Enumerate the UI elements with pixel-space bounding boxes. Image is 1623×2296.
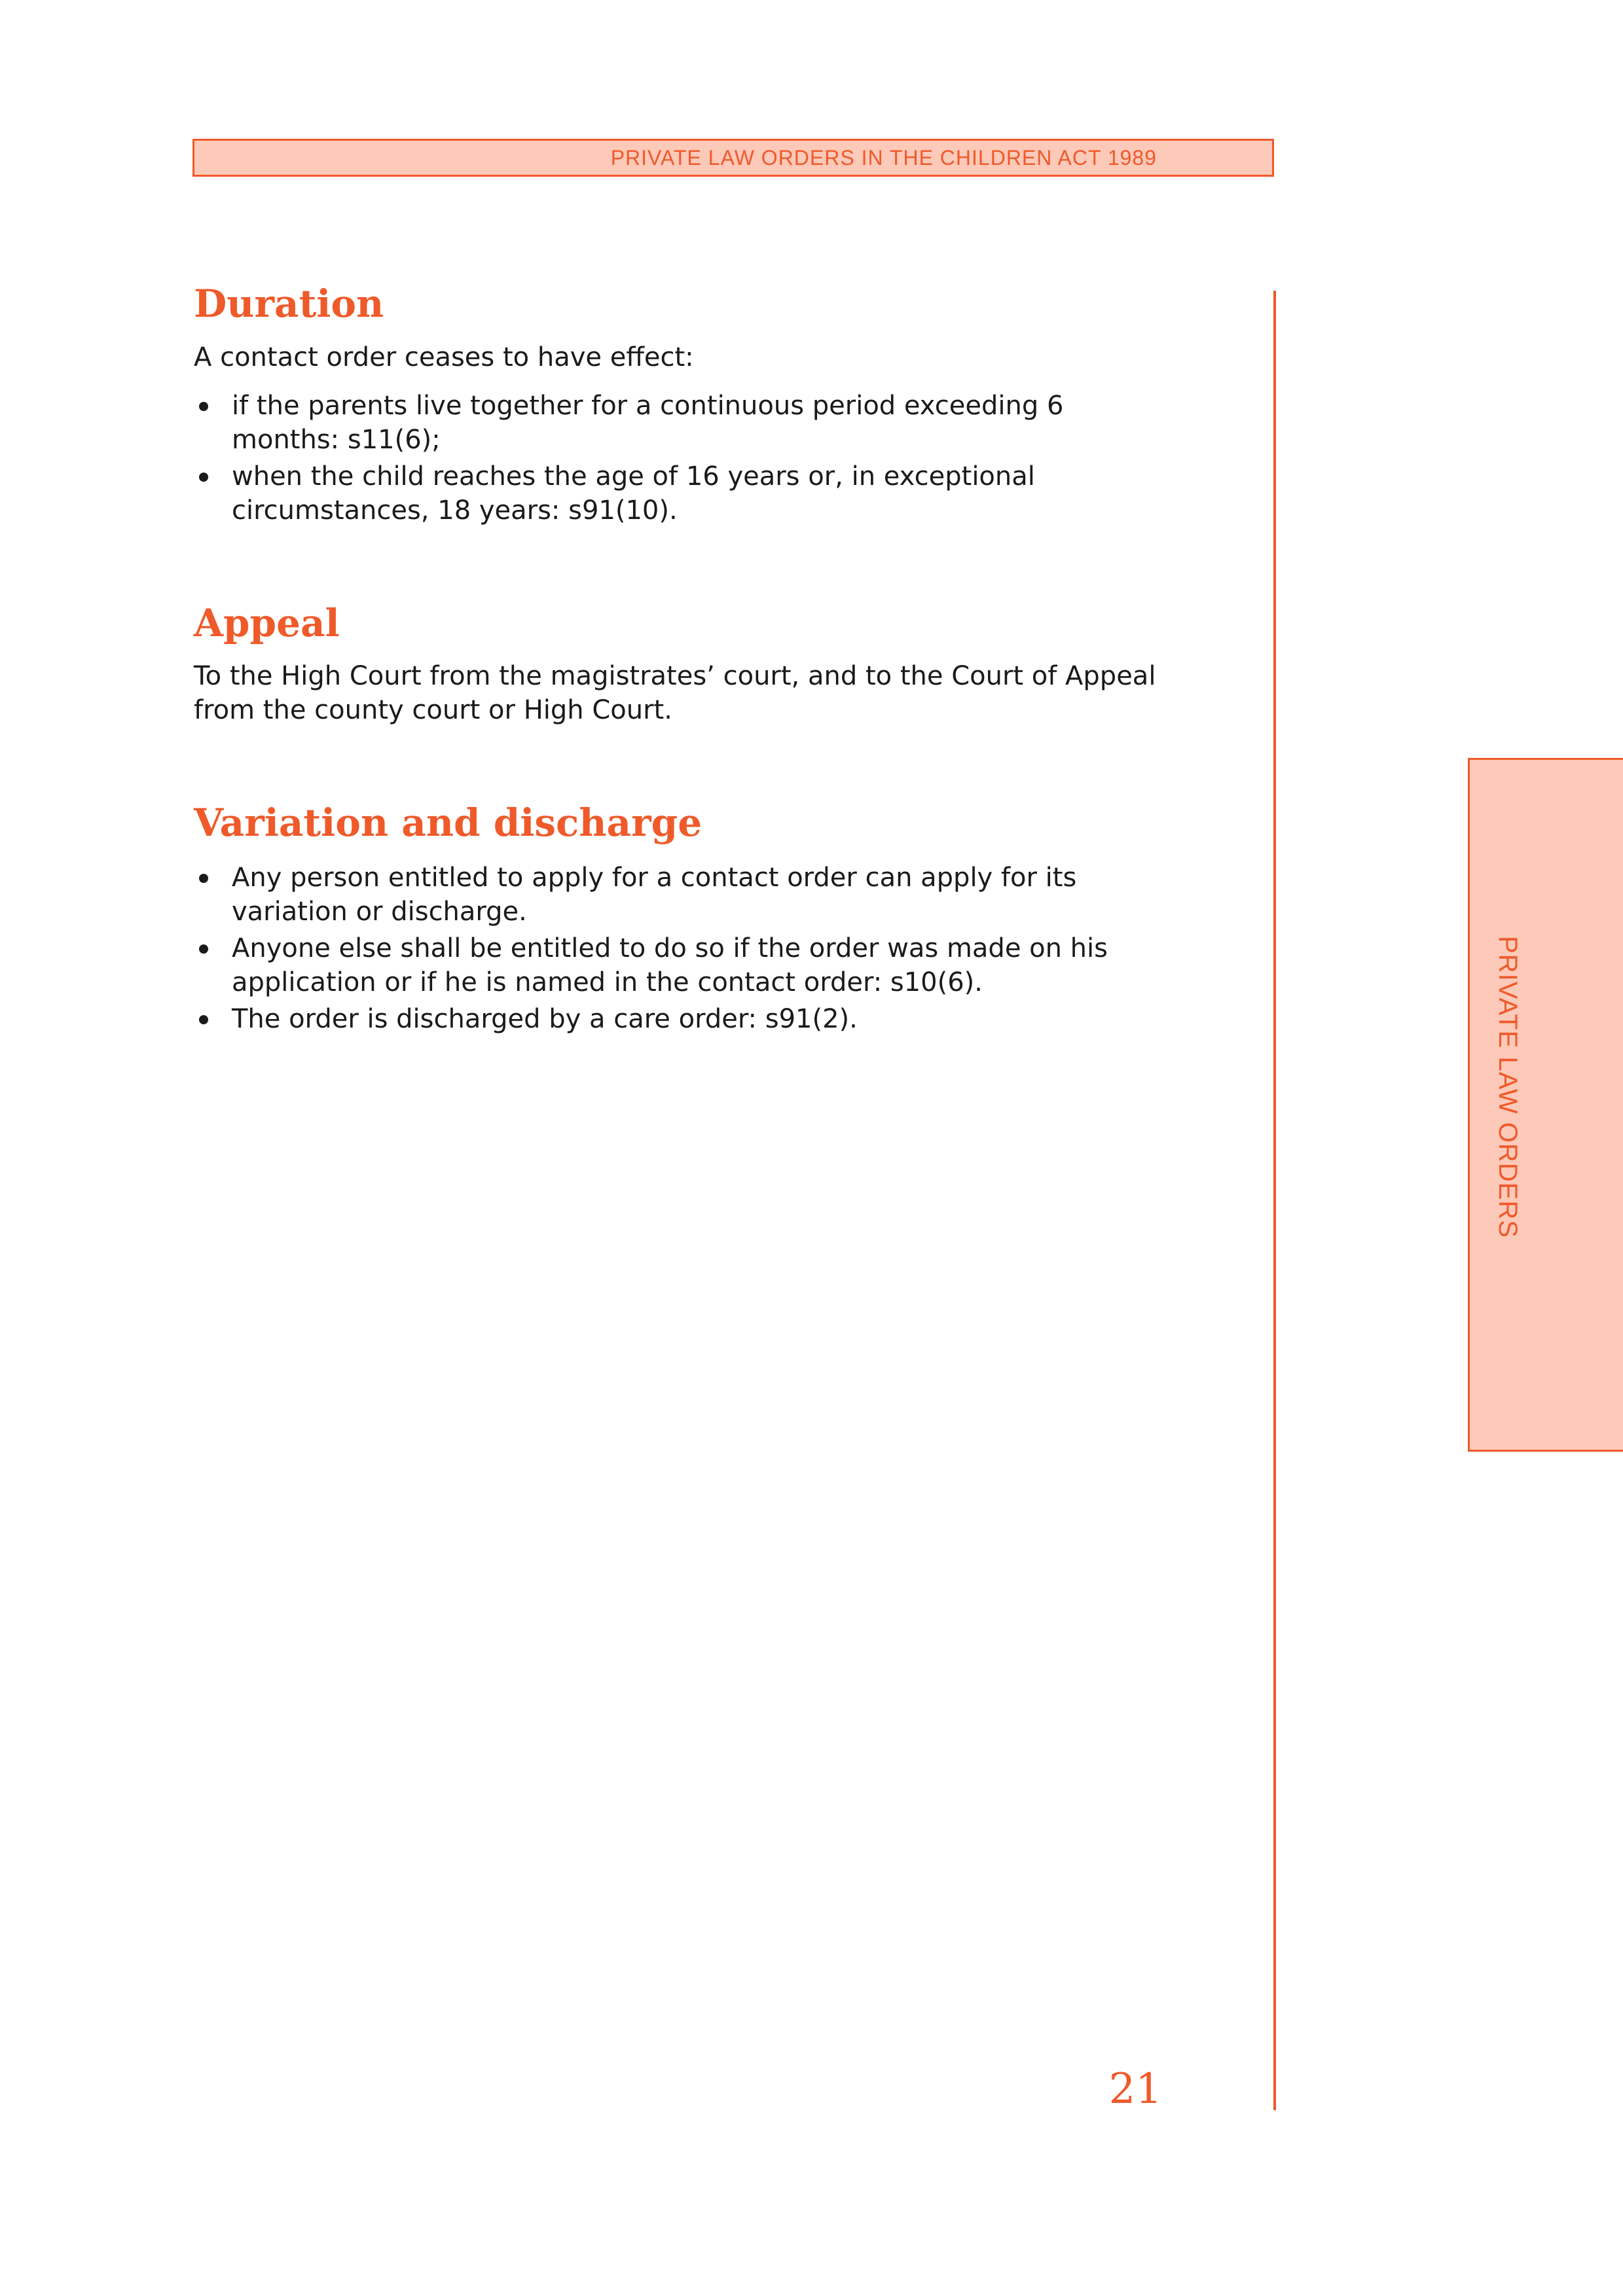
running-header-title: PRIVATE LAW ORDERS IN THE CHILDREN ACT 1989 <box>610 146 1157 170</box>
list-item: when the child reaches the age of 16 years or, in exceptional circumstances, 18 years: s91(10). <box>194 459 1163 528</box>
side-tab <box>1468 758 1623 1452</box>
page-number: 21 <box>1108 2065 1162 2113</box>
section-heading: Appeal <box>194 600 340 645</box>
main-content <box>194 281 1176 1039</box>
section-variation-and-discharge <box>194 800 1176 1036</box>
list-item: The order is discharged by a care order: s91(2). <box>194 1002 1123 1036</box>
section-heading: Duration <box>194 281 384 326</box>
section-duration <box>194 281 1176 528</box>
section-heading: Variation and discharge <box>194 800 702 846</box>
side-tab-label: PRIVATE LAW ORDERS <box>1493 936 1522 1238</box>
section-body: To the High Court from the magistrates’ court, and to the Court of Appeal from the county court or High Court. <box>194 661 1156 726</box>
margin-rule <box>1273 291 1276 2110</box>
bullet-list <box>194 389 1163 528</box>
running-header <box>192 139 1274 177</box>
bullet-list <box>194 861 1123 1036</box>
list-item: if the parents live together for a continuous period exceeding 6 months: s11(6); <box>194 389 1163 457</box>
section-appeal <box>194 601 1176 728</box>
list-item: Any person entitled to apply for a contact order can apply for its variation or discharge. <box>194 861 1123 929</box>
section-intro: A contact order ceases to have effect: <box>194 342 694 372</box>
list-item: Anyone else shall be entitled to do so if the order was made on his application or if he is named in the contact order: s10(6). <box>194 931 1123 999</box>
